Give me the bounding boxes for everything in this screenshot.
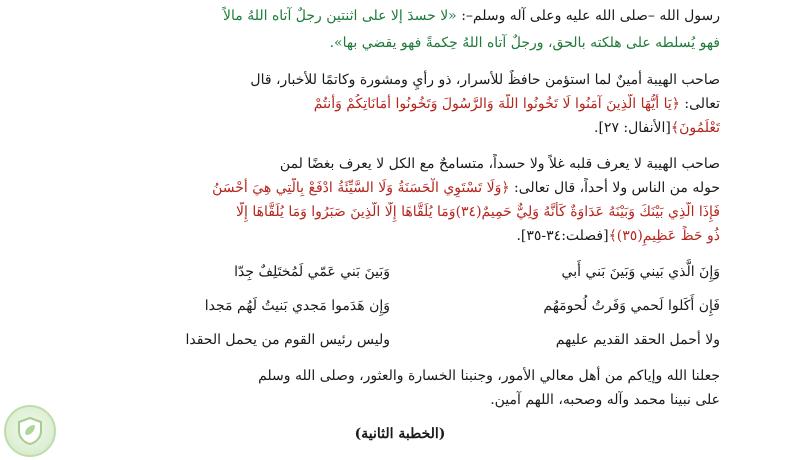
verse-anfal: ﴿يَا أَيُّهَا الَّذِينَ آمَنُوا لَا تَخُونُوا اللَّهَ وَالرَّسُولَ وَتَخُونُوا أَمَانَاتِكُمْ وَأَنتُمْ [313,96,680,112]
verse-ref-anfal: [الأنفال: ٢٧]. [594,120,671,136]
para1-intro: تعالى: [679,96,720,112]
para2-line-3 [80,202,720,222]
poem-hemistich-left: وليس رئيس القوم من يحمل الحقدا [185,332,390,348]
para1-line-2 [80,94,720,114]
para2-line-2 [80,178,720,198]
poem-hemistich-left: وَبَينَ بَني عَمّي لَمُختَلِفٌ جِدّا [234,264,390,280]
verse-anfal-end: تَعْلَمُونَ﴾ [670,120,720,136]
hadith-line-2 [80,33,720,53]
verse-ref-fussilat: [فصلت:٣٤-٣٥]. [516,228,609,244]
hadith-quote-end: فهو يُسلطه على هلكته بالحق، ورجلٌ آتاه اللهُ حِكمةً فهو يقضي بها». [329,35,720,51]
verse-fussilat-mid: فَإِذَا الَّذِي بَيْنَكَ وَبَيْنَهُ عَدَاوَةٌ كَأَنَّهُ وَلِيٌّ حَمِيمٌ(٣٤)وَمَا يُلَقَّاهَا إِلَّا الَّذِينَ صَبَرُوا وَمَا يُلَقَّاهَا إِلَّا [236,204,720,220]
para2-line-4 [80,226,720,246]
closing-line-1: جعلنا الله وإياكم من أهل معالي الأمور، وجنبنا الخسارة والعثور، وصلى الله وسلم [258,368,720,384]
shield-leaf-logo [4,405,56,457]
poem-hemistich-right: ولا أحمل الحقد القديم عليهم [555,332,720,348]
hadith-quote-start: «لا حسدَ إلا على اثنتين رجلٌ آتاه اللهُ مالاً [223,8,457,24]
closing-text-2: على نبينا محمد وآله وصحبه، اللهم آمين. [490,392,720,408]
document-page [80,0,720,460]
poem-hemistich-right: فَإِن أَكَلوا لَحمي وَفَرتُ لُحومَهُم [543,298,720,314]
para1-line-3 [80,118,720,138]
hadith-line-1 [80,6,720,26]
poem-hemistich-left: وَإِن هَدَموا مَجدي بَنيتُ لَهُم مَجدا [204,298,390,314]
poem-hemistich-right: وَإِنَ الَّذي بَيني وَبَينَ بَني أَبي [561,264,720,280]
para2-intro: حوله من الناس ولا أحداً، قال تعالى: [509,180,720,196]
para2-line-1: صاحب الهيبة لا يعرف قلبه غلاً ولا حسداً، متسامحٌ مع الكل لا يعرف بغضًا لمن [279,156,720,172]
para1-line-1: صاحب الهيبة أمينٌ لما استؤمن حافظٌ للأسرار، ذو رأيٍ ومشورة وكاتمًا للأخبار، قال [250,72,720,88]
next-sermon-title: (الخطبة الثانية) [354,426,446,442]
shield-icon [16,416,44,446]
verse-fussilat: ﴿وَلَا تَسْتَوِي الْحَسَنَةُ وَلَا السَّيِّئَةُ ادْفَعْ بِالَّتِي هِيَ أَحْسَنُ [212,180,510,196]
verse-fussilat-end: ذُو حَظٍّ عَظِيمٍ(٣٥)﴾ [608,228,720,244]
hadith-intro: رسول الله –صلى الله عليه وعلى آله وسلم–: [456,8,720,24]
